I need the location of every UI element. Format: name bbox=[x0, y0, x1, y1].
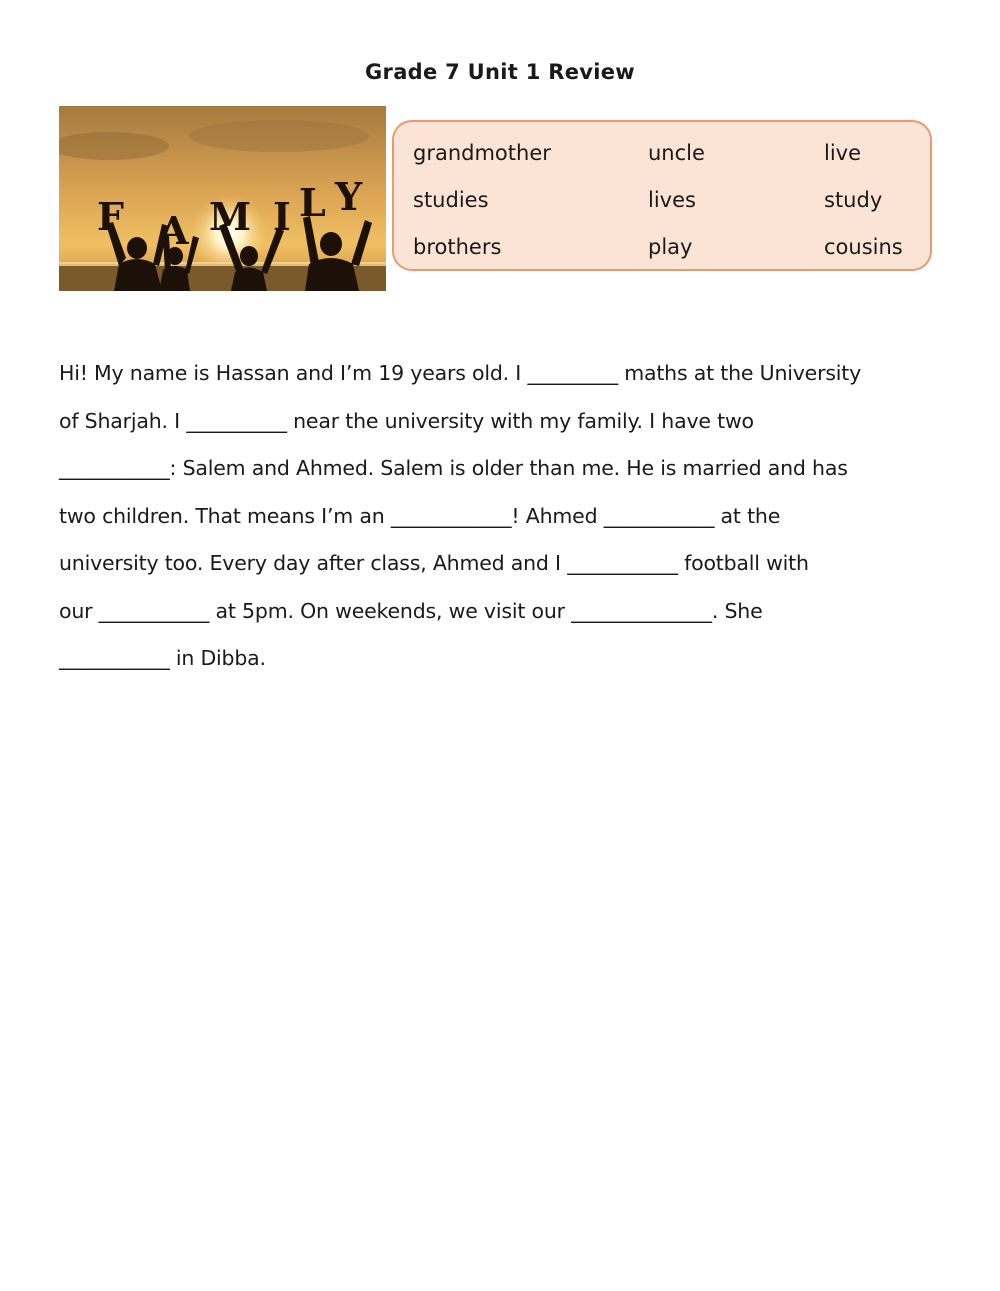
word-bank bbox=[392, 120, 932, 271]
passage-line: of Sharjah. I __________ near the university with my family. I have two bbox=[59, 408, 754, 433]
letter-m: M bbox=[209, 194, 252, 239]
worksheet-title: Grade 7 Unit 1 Review bbox=[365, 60, 635, 84]
word-bank-item: live bbox=[824, 141, 862, 165]
passage-line: university too. Every day after class, Ahmed and I ___________ football with bbox=[59, 551, 809, 575]
word-bank-item: uncle bbox=[648, 141, 705, 165]
letter-a: A bbox=[159, 208, 189, 253]
word-bank-item: play bbox=[648, 235, 693, 259]
letter-f: F bbox=[97, 194, 124, 239]
letter-l: L bbox=[299, 180, 326, 225]
word-bank-item: brothers bbox=[413, 235, 502, 259]
passage-line: ___________: Salem and Ahmed. Salem is older than me. He is married and has bbox=[59, 456, 848, 480]
family-sunset-photo-icon bbox=[59, 106, 386, 291]
word-bank-item: lives bbox=[648, 188, 696, 212]
word-bank-item: grandmother bbox=[413, 141, 551, 165]
passage-line: our ___________ at 5pm. On weekends, we visit our ______________. She bbox=[59, 598, 763, 623]
passage-line: Hi! My name is Hassan and I’m 19 years old. I _________ maths at the University bbox=[59, 361, 862, 385]
letter-i: I bbox=[273, 194, 291, 239]
passage-line: two children. That means I’m an ____________! Ahmed ___________ at the bbox=[59, 503, 781, 528]
passage-line: ___________ in Dibba. bbox=[59, 646, 266, 670]
letter-y: Y bbox=[335, 174, 363, 219]
word-bank-item: study bbox=[824, 188, 883, 212]
word-bank-item: studies bbox=[413, 188, 489, 212]
fill-in-passage bbox=[59, 350, 949, 683]
word-bank-item: cousins bbox=[824, 235, 903, 259]
